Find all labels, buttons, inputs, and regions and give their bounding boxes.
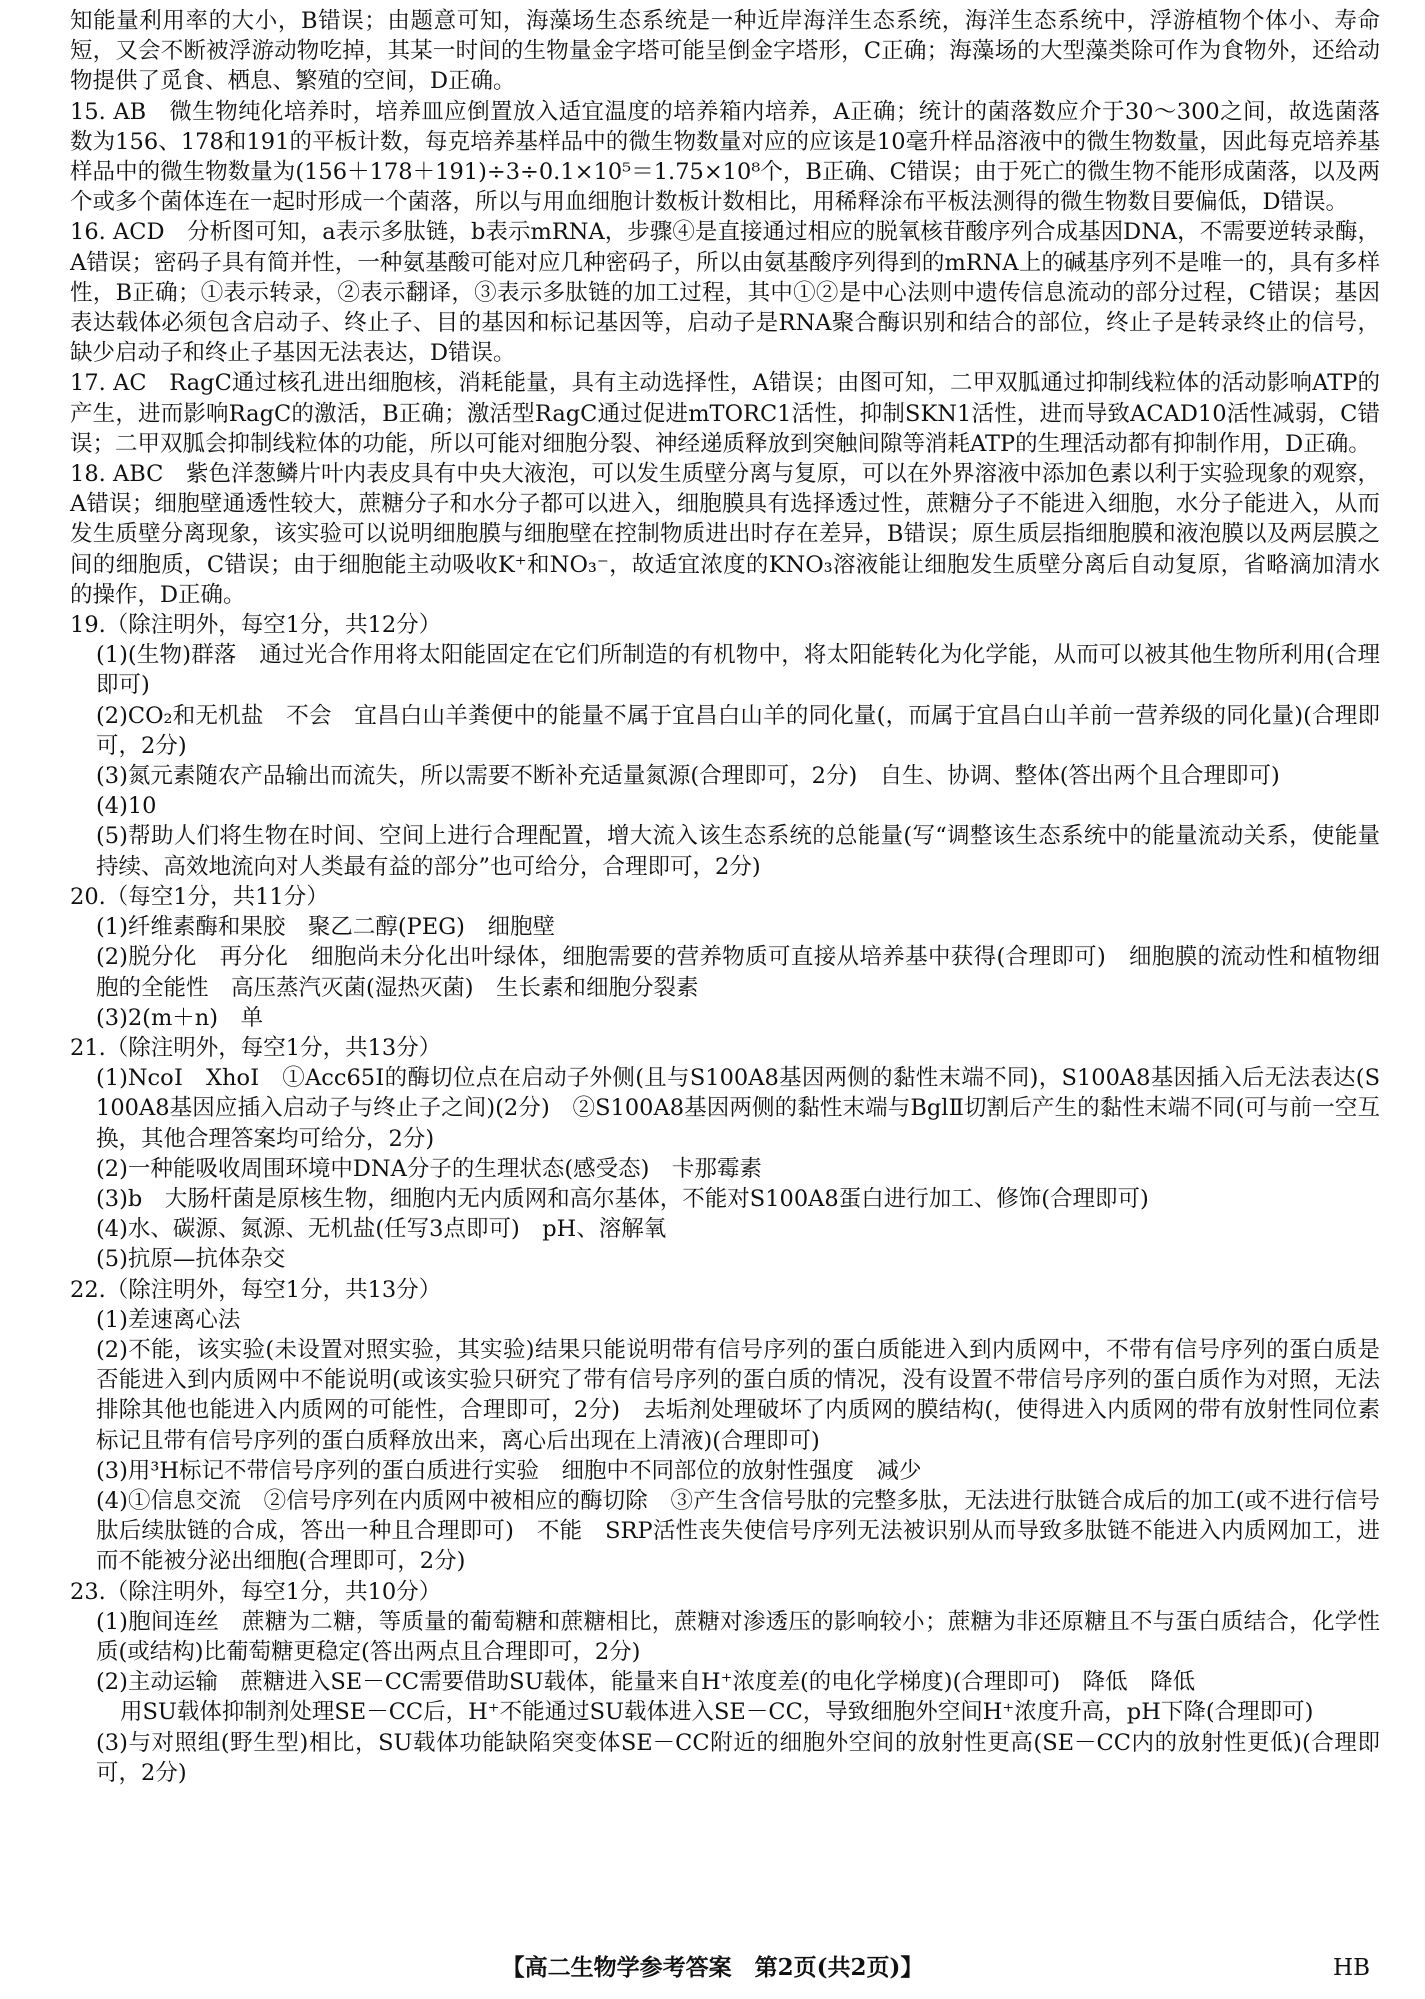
- q21-answer: [70, 1033, 1380, 1275]
- q19-part-1: (1)(生物)群落 通过光合作用将太阳能固定在它们所制造的有机物中，将太阳能转化为化学能，从而可以被其他生物所利用(合理即可): [96, 642, 1380, 699]
- q20-part-1: (1)纤维素酶和果胶 聚乙二醇(PEG) 细胞壁: [96, 914, 555, 941]
- q21-part-5: (5)抗原—抗体杂交: [96, 1246, 286, 1273]
- q23-part-3: (3)与对照组(野生型)相比，SU载体功能缺陷突变体SE－CC附近的细胞外空间的放射性更高(SE－CC内的放射性更低)(合理即可，2分): [96, 1729, 1380, 1786]
- q22-part-2: (2)不能，该实验(未设置对照实验，其实验)结果只能说明带有信号序列的蛋白质能进入到内质网中，不带有信号序列的蛋白质是否能进入到内质网中不能说明(或该实验只研究了带有信号序列的蛋白质的情况，没有设置不带信号序列的蛋白质作为对照，无法排除其他也能进入内质网的可能性，合理即可，2分) 去垢剂处理破坏了内质网的膜结构(，使得进入内质网的带有放射性同位素标记且带有信号序列的蛋白质释放出来，离心后出现在上清液)(合理即可): [96, 1336, 1380, 1454]
- q23-part-2b: 用SU载体抑制剂处理SE－CC后，H⁺不能通过SU载体进入SE－CC，导致细胞外空间H⁺浓度升高，pH下降(合理即可): [120, 1699, 1314, 1726]
- page-footer: [0, 1951, 1425, 1985]
- q16-answer: 16. ACD 分析图可知，a表示多肽链，b表示mRNA，步骤④是直接通过相应的脱氧核苷酸序列合成基因DNA，不需要逆转录酶，A错误；密码子具有简并性，一种氨基酸可能对应几种密码子，所以由氨基酸序列得到的mRNA上的碱基序列不是唯一的，具有多样性，B正确；①表示转录，②表示翻译，③表示多肽链的加工过程，其中①②是中心法则中遗传信息流动的部分过程，C错误；基因表达载体必须包含启动子、终止子、目的基因和标记基因等，启动子是RNA聚合酶识别和结合的部位，终止子是转录终止的信号，缺少启动子和终止子基因无法表达，D错误。: [70, 219, 1380, 367]
- q21-heading: 21.（除注明外，每空1分，共13分）: [70, 1034, 442, 1061]
- q23-part-1: (1)胞间连丝 蔗糖为二糖，等质量的葡萄糖和蔗糖相比，蔗糖对渗透压的影响较小；蔗糖为非还原糖且不与蛋白质结合，化学性质(或结构)比葡萄糖更稳定(答出两点且合理即可，2分): [96, 1608, 1380, 1665]
- q22-part-3: (3)用³H标记不带信号序列的蛋白质进行实验 细胞中不同部位的放射性强度 减少: [96, 1457, 922, 1484]
- q19-part-4: (4)10: [96, 793, 157, 820]
- q17-answer: 17. AC RagC通过核孔进出细胞核，消耗能量，具有主动选择性，A错误；由图可知，二甲双胍通过抑制线粒体的活动影响ATP的产生，进而影响RagC的激活，B正确；激活型RagC通过促进mTORC1活性，抑制SKN1活性，进而导致ACAD10活性减弱，C错误；二甲双胍会抑制线粒体的功能，所以可能对细胞分裂、神经递质释放到突触间隙等消耗ATP的生理活动都有抑制作用，D正确。: [70, 370, 1380, 457]
- q20-heading: 20.（每空1分，共11分）: [70, 883, 329, 910]
- q20-answer: [70, 882, 1380, 1033]
- q19-part-3: (3)氮元素随农产品输出而流失，所以需要不断补充适量氮源(合理即可，2分) 自生、协调、整体(答出两个且合理即可): [96, 763, 1280, 790]
- q20-part-3: (3)2(m＋n) 单: [96, 1004, 264, 1031]
- q14-continuation: 知能量利用率的大小，B错误；由题意可知，海藻场生态系统是一种近岸海洋生态系统，海洋生态系统中，浮游植物个体小、寿命短，又会不断被浮游动物吃掉，其某一时间的生物量金字塔可能呈倒金字塔形，C正确；海藻场的大型藻类除可作为食物外，还给动物提供了觅食、栖息、繁殖的空间，D正确。: [70, 8, 1380, 95]
- footer-title: 【高二生物学参考答案 第2页(共2页)】: [501, 1954, 924, 1981]
- q18-answer: 18. ABC 紫色洋葱鳞片叶内表皮具有中央大液泡，可以发生质壁分离与复原，可以在外界溶液中添加色素以利于实验现象的观察，A错误；细胞壁通透性较大，蔗糖分子和水分子都可以进入，细胞膜具有选择透过性，蔗糖分子不能进入细胞，水分子能进入，从而发生质壁分离现象，该实验可以说明细胞膜与细胞壁在控制物质进出时存在差异，B错误；原生质层指细胞膜和液泡膜以及两层膜之间的细胞质，C错误；由于细胞能主动吸收K⁺和NO₃⁻，故适宜浓度的KNO₃溶液能让细胞发生质壁分离后自动复原，省略滴加清水的操作，D正确。: [70, 461, 1380, 608]
- q21-part-3: (3)b 大肠杆菌是原核生物，细胞内无内质网和高尔基体，不能对S100A8蛋白进行加工、修饰(合理即可): [96, 1185, 1149, 1212]
- q22-part-1: (1)差速离心法: [96, 1306, 241, 1333]
- q22-answer: [70, 1275, 1380, 1577]
- q19-part-2: (2)CO₂和无机盐 不会 宜昌白山羊粪便中的能量不属于宜昌白山羊的同化量(，而属于宜昌白山羊前一营养级的同化量)(合理即可，2分): [96, 702, 1380, 759]
- q19-heading: 19.（除注明外，每空1分，共12分）: [70, 612, 442, 639]
- q21-part-4: (4)水、碳源、氮源、无机盐(任写3点即可) pH、溶解氧: [96, 1216, 667, 1243]
- q22-heading: 22.（除注明外，每空1分，共13分）: [70, 1276, 442, 1303]
- q21-part-1: (1)NcoⅠ XhoⅠ ①Acc65Ⅰ的酶切位点在启动子外侧(且与S100A8基因两侧的黏性末端不同)，S100A8基因插入后无法表达(S100A8基因应插入启动子与终止子之间)(2分) ②S100A8基因两侧的黏性末端与BglⅡ切割后产生的黏性末端不同(可与前一空互换，其他合理答案均可给分，2分): [96, 1065, 1380, 1152]
- q22-part-4: (4)①信息交流 ②信号序列在内质网中被相应的酶切除 ③产生含信号肽的完整多肽，无法进行肽链合成后的加工(或不进行信号肽后续肽链的合成，答出一种且合理即可) 不能 SRP活性丧失使信号序列无法被识别从而导致多肽链不能进入内质网加工，进而不能被分泌出细胞(合理即可，2分): [96, 1487, 1380, 1575]
- footer-code: HB: [1333, 1955, 1370, 1981]
- q15-answer: 15. AB 微生物纯化培养时，培养皿应倒置放入适宜温度的培养箱内培养，A正确；统计的菌落数应介于30～300之间，故选菌落数为156、178和191的平板计数，每克培养基样品中的微生物数量对应的应该是10毫升样品溶液中的微生物数量，因此每克培养基样品中的微生物数量为(156＋178＋191)÷3÷0.1×10⁵＝1.75×10⁸个，B正确、C错误；由于死亡的微生物不能形成菌落，以及两个或多个菌体连在一起时形成一个菌落，所以与用血细胞计数板计数相比，用稀释涂布平板法测得的微生物数目要偏低，D错误。: [70, 98, 1380, 216]
- q21-part-2: (2)一种能吸收周围环境中DNA分子的生理状态(感受态) 卡那霉素: [96, 1155, 762, 1182]
- answer-content: [70, 6, 1380, 1788]
- q23-answer: [70, 1577, 1380, 1788]
- q19-part-5: (5)帮助人们将生物在时间、空间上进行合理配置，增大流入该生态系统的总能量(写“调整该生态系统中的能量流动关系，使能量持续、高效地流向对人类最有益的部分”也可给分，合理即可，2分): [96, 823, 1380, 880]
- q20-part-2: (2)脱分化 再分化 细胞尚未分化出叶绿体，细胞需要的营养物质可直接从培养基中获得(合理即可) 细胞膜的流动性和植物细胞的全能性 高压蒸汽灭菌(湿热灭菌) 生长素和细胞分裂素: [96, 944, 1380, 1001]
- q19-answer: [70, 610, 1380, 882]
- q23-part-2a: (2)主动运输 蔗糖进入SE－CC需要借助SU载体，能量来自H⁺浓度差(的电化学梯度)(合理即可) 降低 降低: [96, 1669, 1196, 1696]
- q23-heading: 23.（除注明外，每空1分，共10分）: [70, 1578, 442, 1605]
